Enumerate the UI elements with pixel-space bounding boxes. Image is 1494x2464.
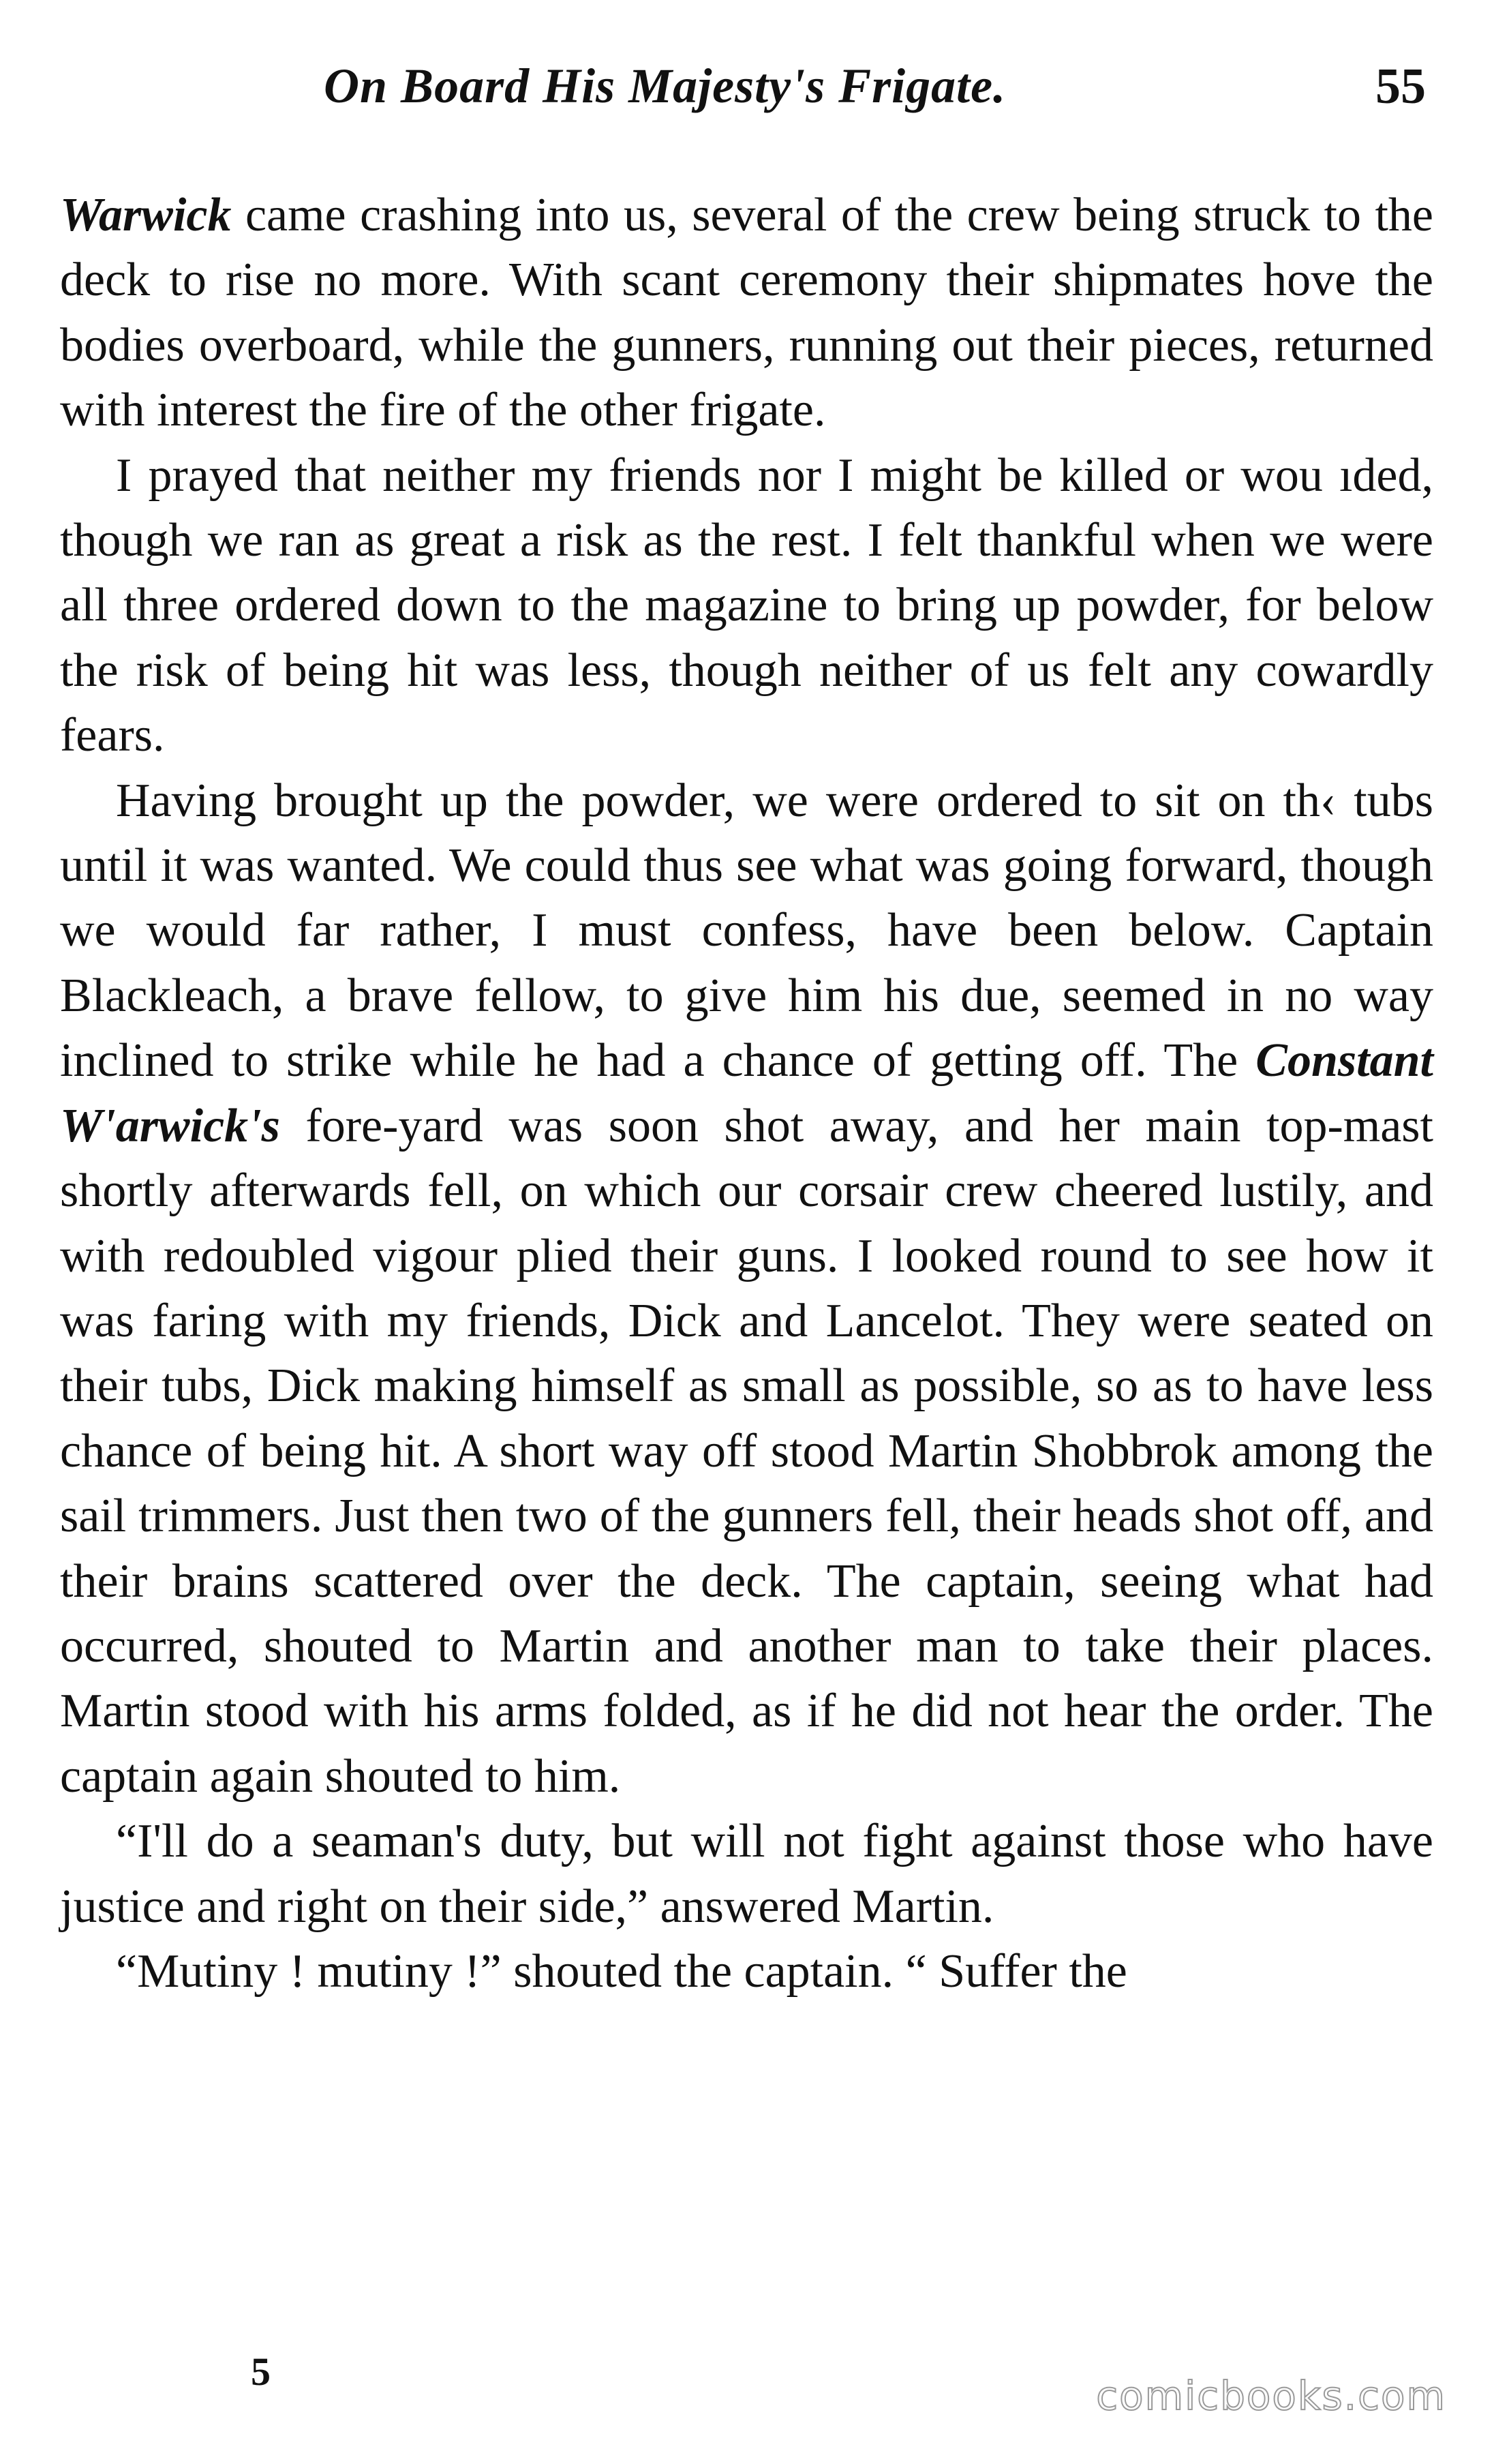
paragraph-text: Having brought up the powder, we were ordered to sit on th‹ tubs until it was wanted. We could thus see what was going forward, though we would far rather, I must confess, have been below. Captain Blackleach, a brave fellow, to give him his due, seemed in no way inclined to strike while he had a chance of getting off. The [60,774,1433,1087]
running-title: On Board His Majesty's Frigate. [324,59,1007,113]
page-number: 55 [1375,59,1426,115]
body-text [60,183,1433,2004]
paragraph-text: “I'll do a seaman's duty, but will not fight against those who have justice and right on their side,” answered Martin. [60,1815,1433,1933]
paragraph-text: “Mutiny ! mutiny !” shouted the captain. “ Suffer the [116,1944,1127,1998]
paragraph [60,1809,1433,1939]
watermark-logo: comicbooks.com [1096,2373,1446,2419]
paragraph [60,768,1433,1809]
paragraph-text: fore-yard was soon shot away, and her main top-mast shortly afterwards fell, on which our corsair crew cheered lustily, and with redoubled vigour plied their guns. I looked round to see how it was faring with my friends, Dick and Lancelot. They were seated on their tubs, Dick making himself as small as possible, so as to have less chance of being hit. A short way off stood Martin Shobbrok among the sail trimmers. Just then two of the gunners fell, their heads shot off, and their brains scattered over the deck. The captain, seeing what had occurred, shouted to Martin and another man to take their places. Martin stood with his arms folded, as if he did not hear the order. The captain again shouted to him. [60,1099,1433,1803]
signature-mark: 5 [251,2349,271,2394]
italic-text: Constant W'arwick's [60,1034,1433,1152]
italic-text: Warwick [60,189,232,241]
paragraph-text: came crashing into us, several of the crew being struck to the deck to rise no more. With scant ceremony their shipmates hove the bodies overboard, while the gunners, running out their pieces, returned with interest the fire of the other frigate. [60,189,1433,437]
paragraph [60,183,1433,443]
paragraph-text: I prayed that neither my friends nor I might be killed or wou ıded, though we ran as great a risk as the rest. I felt thankful when we were all three ordered down to the magazine to bring up powder, for below the risk of being hit was less, though neither of us felt any cowardly fears. [60,449,1433,762]
paragraph [60,443,1433,768]
paragraph [60,1939,1433,2004]
